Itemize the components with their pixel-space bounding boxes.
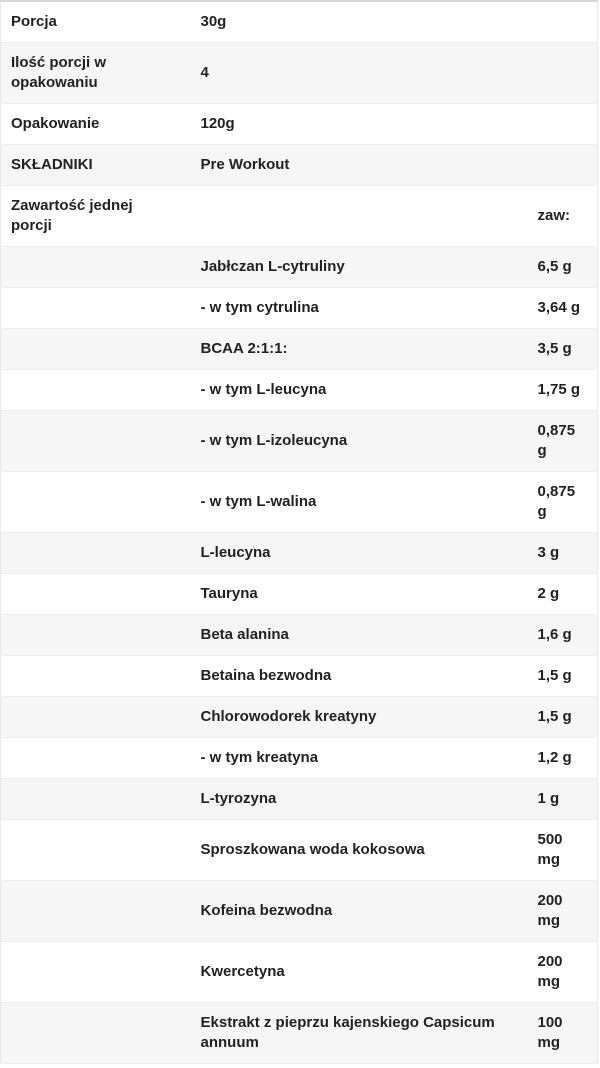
ingredient-row [1,942,598,1003]
cell-empty [1,738,186,779]
ingredient-name: Kwercetyna [186,942,531,1003]
ingredient-name: - w tym cytrulina [186,288,531,329]
cell-empty [186,186,531,247]
ingredient-row [1,1003,598,1064]
ingredient-amount: 3,64 g [531,288,598,329]
info-row-value: 30g [186,1,531,43]
info-row [1,1,598,43]
content-header-label: Zawartość jednej porcji [1,186,186,247]
ingredient-name: - w tym L-leucyna [186,370,531,411]
ingredient-amount: 200 mg [531,881,598,942]
ingredient-row [1,615,598,656]
ingredient-name: Beta alanina [186,615,531,656]
info-row-value: Pre Workout [186,145,531,186]
ingredient-row [1,472,598,533]
ingredient-row [1,247,598,288]
ingredient-amount: 500 mg [531,820,598,881]
cell-empty [1,411,186,472]
cell-empty [1,533,186,574]
cell-empty [1,881,186,942]
cell-empty [1,779,186,820]
cell-empty [1,288,186,329]
ingredient-amount: 1,5 g [531,697,598,738]
ingredient-name: L-tyrozyna [186,779,531,820]
ingredient-name: Chlorowodorek kreatyny [186,697,531,738]
nutrition-table-body [1,1,598,1064]
cell-empty [1,370,186,411]
cell-empty [1,329,186,370]
cell-empty [531,43,598,104]
ingredient-row [1,820,598,881]
ingredient-name: L-leucyna [186,533,531,574]
ingredient-row [1,656,598,697]
ingredient-amount: 1 g [531,779,598,820]
cell-empty [531,1,598,43]
info-row-label: Opakowanie [1,104,186,145]
cell-empty [1,656,186,697]
info-row-label: Porcja [1,1,186,43]
ingredient-name: - w tym kreatyna [186,738,531,779]
ingredient-amount: 2 g [531,574,598,615]
ingredient-row [1,881,598,942]
cell-empty [1,472,186,533]
ingredient-row [1,329,598,370]
info-row [1,104,598,145]
ingredient-amount: 1,75 g [531,370,598,411]
ingredient-name: BCAA 2:1:1: [186,329,531,370]
ingredient-amount: 6,5 g [531,247,598,288]
ingredient-row [1,411,598,472]
info-row-label: Ilość porcji w opakowaniu [1,43,186,104]
cell-empty [1,697,186,738]
ingredient-name: - w tym L-walina [186,472,531,533]
cell-empty [531,104,598,145]
content-amount-header: zaw: [531,186,598,247]
ingredient-row [1,574,598,615]
ingredient-amount: 100 mg [531,1003,598,1064]
cell-empty [1,820,186,881]
ingredient-name: Sproszkowana woda kokosowa [186,820,531,881]
ingredient-amount: 1,5 g [531,656,598,697]
cell-empty [1,942,186,1003]
ingredient-amount: 1,2 g [531,738,598,779]
cell-empty [531,145,598,186]
ingredient-amount: 3 g [531,533,598,574]
ingredient-amount: 200 mg [531,942,598,1003]
ingredient-amount: 3,5 g [531,329,598,370]
ingredient-amount: 1,6 g [531,615,598,656]
info-row [1,145,598,186]
info-row-value: 120g [186,104,531,145]
ingredient-name: Kofeina bezwodna [186,881,531,942]
ingredient-amount: 0,875 g [531,411,598,472]
info-row-value: 4 [186,43,531,104]
ingredient-row [1,288,598,329]
cell-empty [1,1003,186,1064]
info-row-label: SKŁADNIKI [1,145,186,186]
info-row [1,43,598,104]
cell-empty [1,574,186,615]
ingredient-name: Jabłczan L-cytruliny [186,247,531,288]
content-header-row [1,186,598,247]
ingredient-row [1,533,598,574]
ingredient-name: - w tym L-izoleucyna [186,411,531,472]
ingredient-row [1,697,598,738]
cell-empty [1,247,186,288]
ingredient-row [1,370,598,411]
ingredient-name: Betaina bezwodna [186,656,531,697]
ingredient-row [1,738,598,779]
cell-empty [1,615,186,656]
ingredient-row [1,779,598,820]
ingredient-name: Tauryna [186,574,531,615]
ingredient-amount: 0,875 g [531,472,598,533]
ingredient-name: Ekstrakt z pieprzu kajenskiego Capsicum annuum [186,1003,531,1064]
